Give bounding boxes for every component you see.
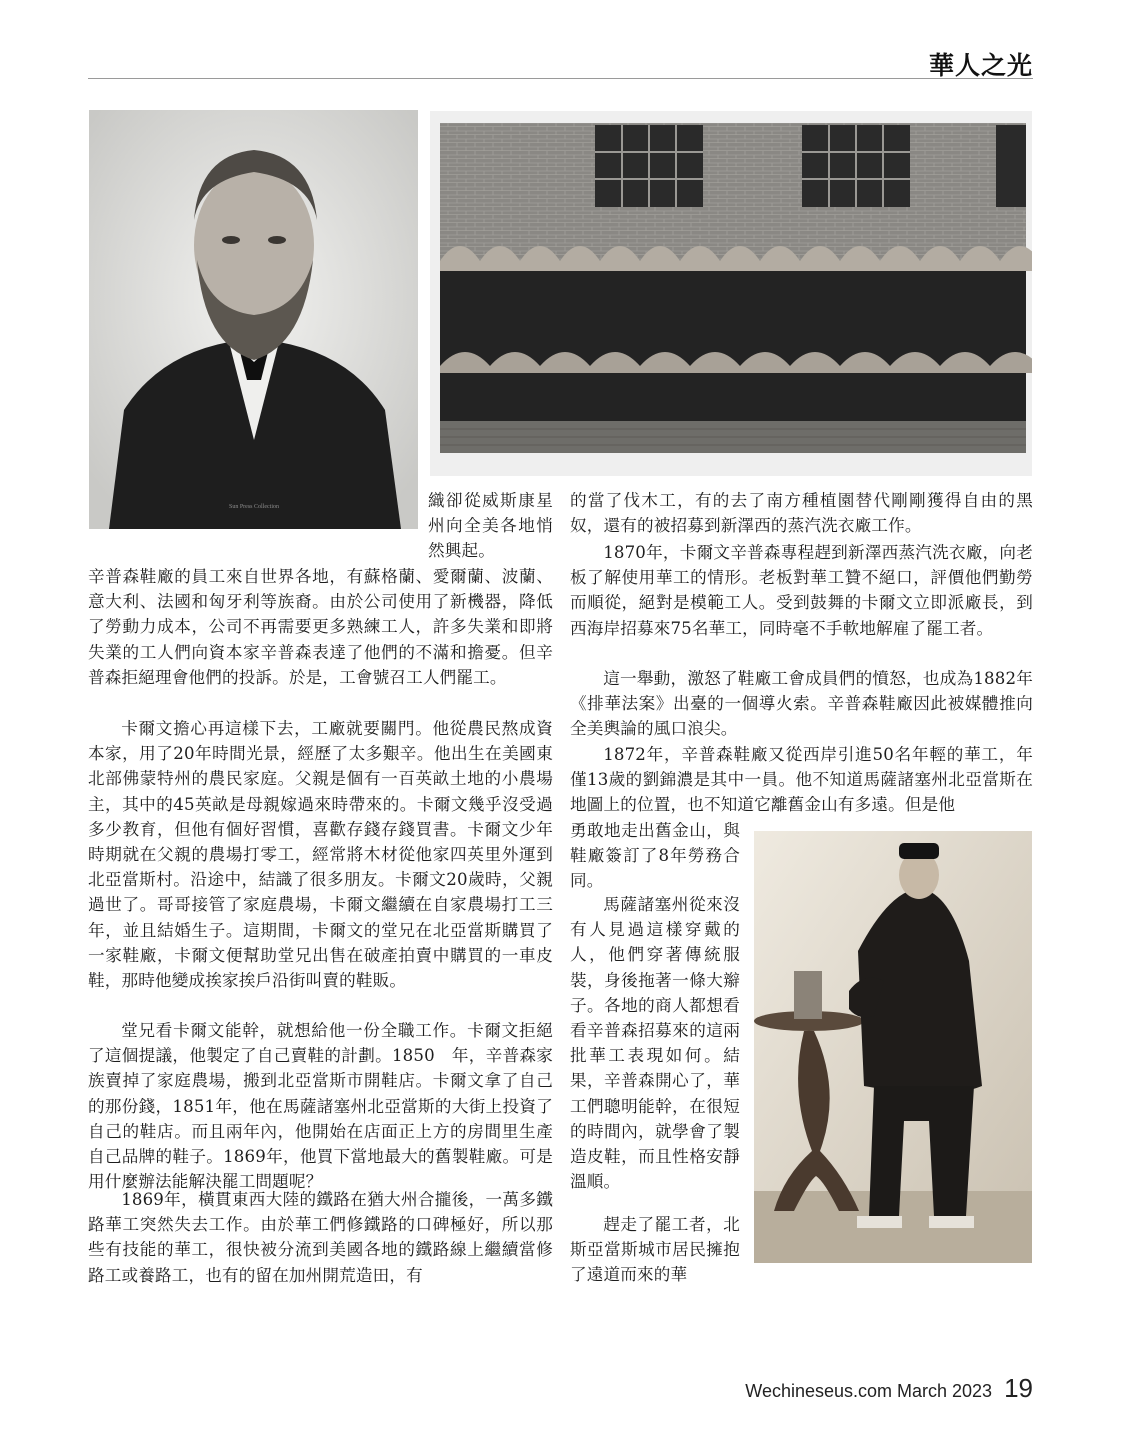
header-divider [88, 78, 1033, 79]
body-paragraph-6: 1870年，卡爾文辛普森專程趕到新澤西蒸汽洗衣廠，向老板了解使用華工的情形。老板對華工贊不絕口，評價他們勤勞而順從，絕對是模範工人。受到鼓舞的卡爾文立即派廠長，到西海岸招募來75名華工，同時毫不手軟地解雇了罷工者。 [570, 543, 1033, 638]
body-paragraph-2: 卡爾文擔心再這樣下去，工廠就要關門。他從農民熬成資本家，用了20年時間光景，經歷了太多艱辛。他出生在美國東北部佛蒙特州的農民家庭。父親是個有一百英畝土地的小農場主，其中的45英畝是母親嫁過來時帶來的。卡爾文幾乎沒受過多少教育，但他有個好習慣，喜歡存錢存錢買書。卡爾文少年時期就在父親的農場打零工，經常將木材從他家四英里外運到北亞當斯村。沿途中，結識了很多朋友。卡爾文20歲時，父親過世了。哥哥接管了家庭農場，卡爾文繼續在自家農場打工三年，並且結婚生子。這期間，卡爾文的堂兄在北亞當斯購買了一家鞋廠，卡爾文便幫助堂兄出售在破產拍賣中購買的一車皮鞋，那時他變成挨家挨戶沿街叫賣的鞋販。 [88, 719, 553, 991]
body-paragraph-1: 辛普森鞋廠的員工來自世界各地，有蘇格蘭、愛爾蘭、波蘭、意大利、法國和匈牙利等族裔。由於公司使用了新機器，降低了勞動力成本，公司不再需要更多熟練工人，許多失業和即將失業的工人們向資本家辛普森表達了他們的不滿和擔憂。但辛普森拒絕理會他們的投訴。於是，工會號召工人們罷工。 [88, 567, 553, 687]
body-paragraph-8-continued: 勇敢地走出舊金山，與鞋廠簽訂了8年勞務合同。 [570, 821, 740, 891]
body-paragraph-9: 馬薩諸塞州從來沒有人見過這樣穿戴的人，他們穿著傳統服裝，身後拖著一條大辮子。各地的商人都想看看辛普森招募來的這兩批華工表現如何。結果，辛普森開心了，華工們聰明能幹，在很短的時間內，就學會了製造皮鞋，而且性格安靜溫順。 [570, 895, 740, 1192]
seated-figure-photo [754, 831, 1032, 1263]
portrait-credit: Sun Press Collection [228, 504, 280, 510]
body-paragraph-10: 趕走了罷工者，北斯亞當斯城市居民擁抱了遠道而來的華 [570, 1215, 740, 1285]
body-paragraph-3: 堂兄看卡爾文能幹，就想給他一份全職工作。卡爾文拒絕了這個提議，他製定了自己賣鞋的計劃。1850 年，辛普森家族賣掉了家庭農場，搬到北亞當斯市開鞋店。卡爾文拿了自己的那份錢，1851年，他在馬薩諸塞州北亞當斯的大街上投資了自己的鞋店。而且兩年內，他開始在店面正上方的房間里生產自己品牌的鞋子。1869年，他買下當地最大的舊製鞋廠。可是用什麼辦法能解決罷工問題呢？ [88, 1021, 553, 1192]
body-paragraph-8: 1872年，辛普森鞋廠又從西岸引進50名年輕的華工，年僅13歲的劉錦濃是其中一員。他不知道馬薩諸塞州北亞當斯在地圖上的位置，也不知道它離舊金山有多遠。但是他 [570, 745, 1033, 815]
page-number: 19 [1004, 1373, 1033, 1403]
body-paragraph-7: 這一舉動，激怒了鞋廠工會成員們的憤怒，也成為1882年《排華法案》出臺的一個導火索。辛普森鞋廠因此被媒體推向全美輿論的風口浪尖。 [570, 669, 1033, 739]
group-photo [430, 111, 1032, 476]
caption-paragraph: 織卻從威斯康星州向全美各地悄然興起。 [428, 491, 553, 561]
body-paragraph-5: 的當了伐木工，有的去了南方種植園替代剛剛獲得自由的黑奴，還有的被招募到新澤西的蒸汽洗衣廠工作。 [570, 491, 1033, 536]
section-title: 華人之光 [928, 51, 1033, 80]
footer-site-date: Wechineseus.com March 2023 [745, 1381, 993, 1401]
portrait-photo [89, 110, 418, 529]
page-footer [745, 1373, 1033, 1404]
body-paragraph-4: 1869年，橫貫東西大陸的鐵路在猶大州合攏後，一萬多鐵路華工突然失去工作。由於華工們修鐵路的口碑極好，所以那些有技能的華工，很快被分流到美國各地的鐵路線上繼續當修路工或養路工，也有的留在加州開荒造田，有 [88, 1190, 553, 1285]
